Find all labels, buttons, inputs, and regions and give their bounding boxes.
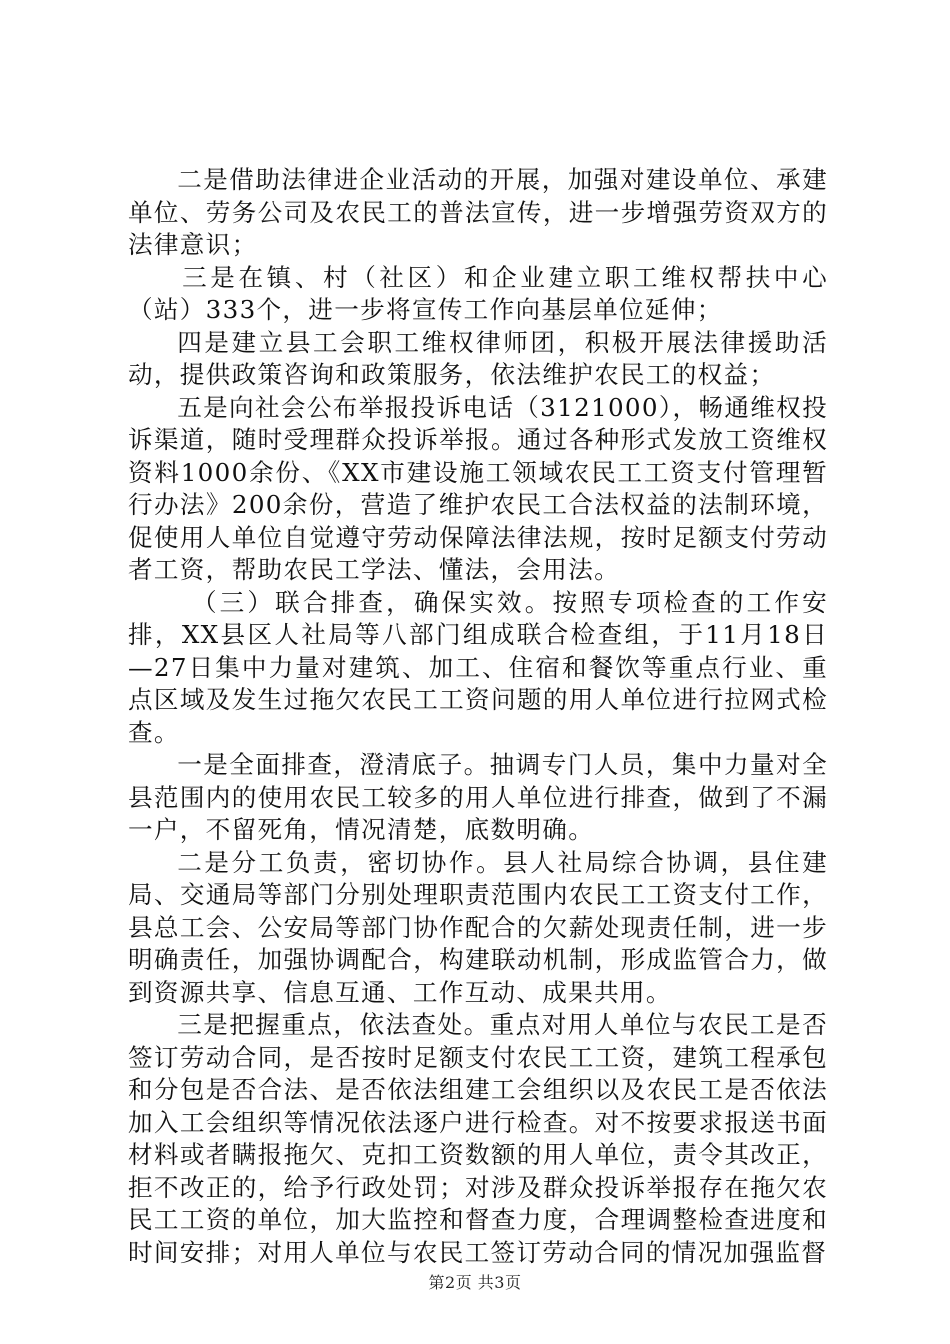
paragraph-third-point: 三是在镇、村（社区）和企业建立职工维权帮扶中心（站）333个，进一步将宣传工作向基层单位延伸；: [128, 262, 828, 324]
paragraph-fifth-point: 五是向社会公布举报投诉电话（3121000），畅通维权投诉渠道，随时受理群众投诉举报。通过各种形式发放工资维权资料1000余份、《XX市建设施工领域农民工工资支付管理暂行办法》200余份，营造了维护农民工合法权益的法制环境，促使用人单位自觉遵守劳动保障法律法规，按时足额支付劳动者工资，帮助农民工学法、懂法，会用法。: [128, 392, 828, 584]
paragraph-third-measure: 三是把握重点，依法查处。重点对用人单位与农民工是否签订劳动合同，是否按时足额支付农民工工资，建筑工程承包和分包是否合法、是否依法组建工会组织以及农民工是否依法加入工会组织等情况依法逐户进行检查。对不按要求报送书面材料或者瞒报拖欠、克扣工资数额的用人单位，责令其改正，拒不改正的，给予行政处罚；对涉及群众投诉举报存在拖欠农民工工资的单位，加大监控和督查力度，合理调整检查进度和时间安排；对用人单位与农民工签订劳动合同的情况加强监督: [128, 1010, 828, 1267]
paragraph-fourth-point: 四是建立县工会职工维权律师团，积极开展法律援助活动，提供政策咨询和政策服务，依法维护农民工的权益；: [128, 327, 828, 389]
paragraph-second-measure: 二是分工负责，密切协作。县人社局综合协调，县住建局、交通局等部门分别处理职责范围内农民工工资支付工作，县总工会、公安局等部门协作配合的欠薪处现责任制，进一步明确责任，加强协调配合，构建联动机制，形成监管合力，做到资源共享、信息互通、工作互动、成果共用。: [128, 847, 828, 1007]
page-footer: 第2页 共3页: [428, 1273, 522, 1292]
paragraph-first-measure: 一是全面排查，澄清底子。抽调专门人员，集中力量对全县范围内的使用农民工较多的用人单位进行排查，做到了不漏一户，不留死角，情况清楚，底数明确。: [128, 750, 828, 844]
paragraph-section-three: （三）联合排查，确保实效。按照专项检查的工作安排，XX县区人社局等八部门组成联合检查组，于11月18日—27日集中力量对建筑、加工、住宿和餐饮等重点行业、重点区域及发生过拖欠农民工工资问题的用人单位进行拉网式检查。: [128, 587, 828, 747]
paragraph-second-point: 二是借助法律进企业活动的开展，加强对建设单位、承建单位、劳务公司及农民工的普法宣传，进一步增强劳资双方的法律意识；: [128, 165, 828, 259]
document-body: [128, 164, 828, 1269]
